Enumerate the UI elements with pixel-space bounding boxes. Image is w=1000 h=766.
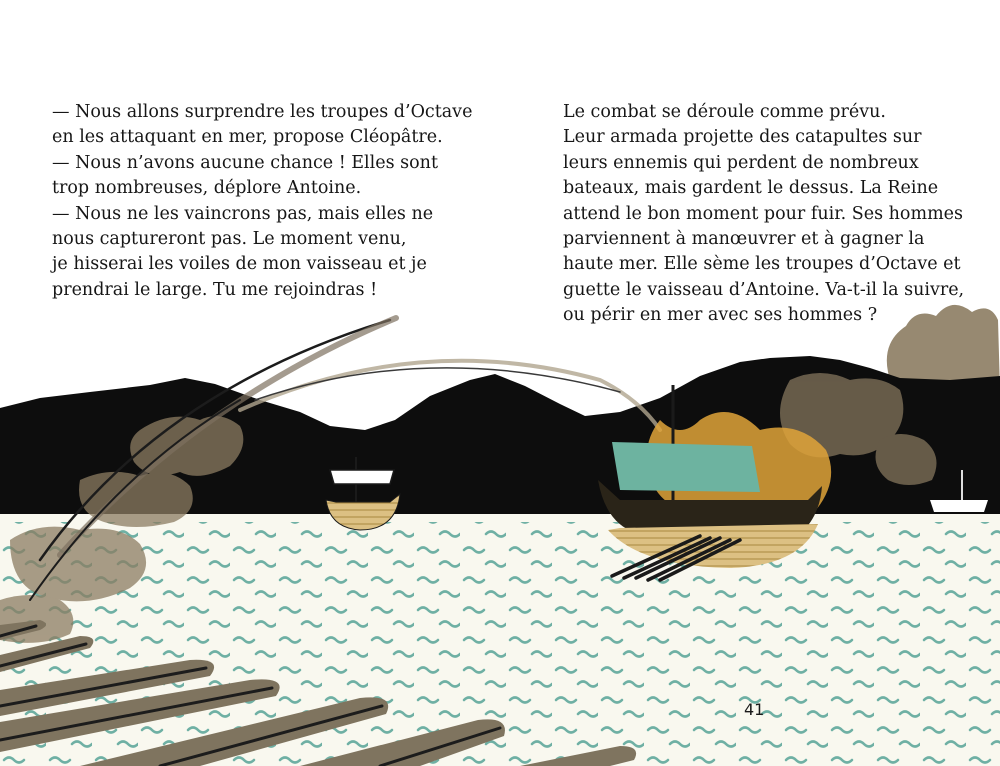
text-line: leurs ennemis qui perdent de nombreux xyxy=(563,152,919,173)
text-line: Leur armada projette des catapultes sur xyxy=(563,127,922,148)
text-line: — Nous ne les vaincrons pas, mais elles ne xyxy=(52,203,434,224)
left-text-column xyxy=(52,100,472,303)
text-line: ou périr en mer avec ses hommes ? xyxy=(563,305,878,326)
text-line: parviennent à manœuvrer et à gagner la xyxy=(563,229,925,250)
text-line: guette le vaisseau d’Antoine. Va-t-il la suivre, xyxy=(563,279,965,300)
text-line: attend le bon moment pour fuir. Ses hommes xyxy=(563,203,963,224)
text-line: Le combat se déroule comme prévu. xyxy=(563,102,886,122)
text-line: — Nous n’avons aucune chance ! Elles sont xyxy=(52,152,438,173)
text-line: en les attaquant en mer, propose Cléopâtre. xyxy=(52,127,443,148)
text-line: trop nombreuses, déplore Antoine. xyxy=(52,178,362,199)
page-number: 41 xyxy=(744,700,765,719)
text-line: bateaux, mais gardent le dessus. La Reine xyxy=(563,178,939,199)
text-line: je hisserai les voiles de mon vaisseau et je xyxy=(52,254,427,275)
text-line: haute mer. Elle sème les troupes d’Octave et xyxy=(563,254,961,275)
text-line: prendrai le large. Tu me rejoindras ! xyxy=(52,279,378,300)
text-line: — Nous allons surprendre les troupes d’Octave xyxy=(52,102,473,122)
right-text-column xyxy=(563,100,964,329)
text-line: nous captureront pas. Le moment venu, xyxy=(52,229,407,250)
